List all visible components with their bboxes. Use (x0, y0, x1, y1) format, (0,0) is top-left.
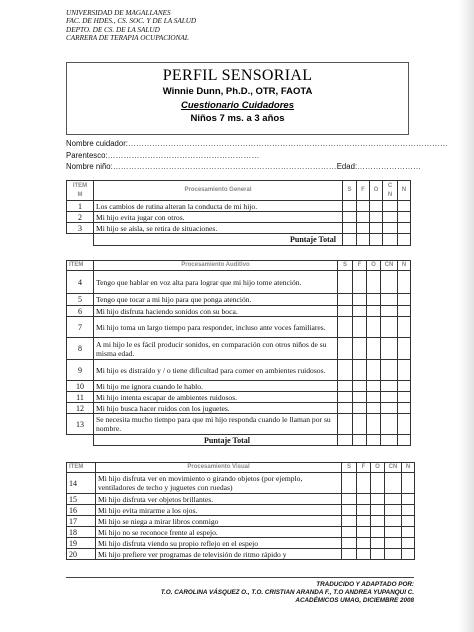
answer-cell-n[interactable] (402, 494, 415, 505)
item-text: Mi hijo disfruta viendo su propio reflejo en el espejo (96, 538, 342, 549)
answer-cell-cn[interactable] (381, 360, 398, 381)
item-text: Mi hijo disfruta ver objetos brillantes. (96, 494, 342, 505)
table-row (67, 505, 415, 516)
answer-cell-o[interactable] (371, 527, 385, 538)
auditory-processing-table (66, 260, 411, 446)
relationship-label: Parentesco: (66, 150, 108, 160)
answer-cell-n[interactable] (398, 223, 411, 234)
answer-cell-n[interactable] (398, 338, 411, 360)
answer-cell-cn[interactable] (381, 294, 398, 306)
item-number: 16 (67, 505, 96, 516)
document-title: PERFIL SENSORIAL (162, 67, 313, 84)
table-row (67, 527, 415, 538)
answer-cell-o[interactable] (367, 338, 381, 360)
item-number: 10 (67, 381, 94, 392)
answer-cell-s[interactable] (342, 549, 357, 560)
header-o: O (371, 463, 385, 473)
answer-cell-cn[interactable] (381, 317, 398, 338)
total-cell-o[interactable] (367, 435, 381, 446)
answer-cell-s[interactable] (342, 516, 357, 527)
answer-cell-f[interactable] (357, 505, 371, 516)
questionnaire-name: Cuestionario Cuidadores (181, 100, 294, 111)
total-cell-s[interactable] (338, 435, 353, 446)
answer-cell-n[interactable] (398, 306, 411, 317)
answer-cell-f[interactable] (357, 538, 371, 549)
answer-cell-f[interactable] (353, 392, 367, 403)
item-number: 9 (67, 360, 94, 381)
total-cell-n[interactable] (398, 435, 411, 446)
header-cn: C N (383, 181, 398, 201)
answer-cell-s[interactable] (343, 201, 357, 212)
answer-cell-s[interactable] (338, 403, 353, 414)
answer-cell-n[interactable] (398, 271, 411, 294)
answer-cell-o[interactable] (371, 494, 385, 505)
translation-credits (66, 577, 414, 605)
item-text: Mi hijo disfruta ver en movimiento o girando objetos (por ejemplo, ventiladores de techo y juguetes con ruedas) (96, 473, 342, 494)
header-cn: CN (381, 261, 398, 271)
answer-cell-cn[interactable] (381, 403, 398, 414)
author-line: Winnie Dunn, Ph.D., OTR, FAOTA (162, 86, 313, 97)
item-number: 18 (67, 527, 96, 538)
page-edge-shadow (459, 0, 474, 632)
item-number: 13 (67, 414, 94, 435)
item-number: 19 (67, 538, 96, 549)
answer-cell-n[interactable] (398, 392, 411, 403)
item-text: Tengo que hablar en voz alta para lograr que mi hijo tome atención. (94, 271, 338, 294)
header-category: Procesamiento Visual (96, 463, 342, 473)
answer-cell-cn[interactable] (381, 414, 398, 435)
answer-cell-f[interactable] (357, 516, 371, 527)
answer-cell-s[interactable] (338, 317, 353, 338)
item-text: Mi hijo se niega a mirar libros conmigo (96, 516, 342, 527)
answer-cell-s[interactable] (338, 338, 353, 360)
answer-cell-n[interactable] (402, 538, 415, 549)
caregiver-blank[interactable]: ………………………………………………………………………………………………………… (127, 139, 448, 148)
item-number: 1 (67, 201, 94, 212)
item-text: Mi hijo busca hacer ruidos con los juguetes. (94, 403, 338, 414)
answer-cell-n[interactable] (398, 360, 411, 381)
child-name-label: Nombre niño: (66, 162, 113, 171)
answer-cell-f[interactable] (357, 223, 370, 234)
child-name-blank[interactable]: ………………………………………………………………………… (112, 162, 337, 171)
answer-cell-f[interactable] (357, 549, 371, 560)
relationship-blank[interactable]: ………………………………………………… (107, 150, 260, 160)
header-category: Procesamiento Auditivo (94, 261, 338, 271)
caregiver-field[interactable] (66, 138, 448, 150)
item-number: 5 (67, 294, 94, 306)
answer-cell-cn[interactable] (383, 201, 398, 212)
item-text: Mi hijo es distraído y / o tiene dificultad para comer en ambientes ruidosos. (94, 360, 338, 381)
header-f: F (353, 261, 367, 271)
total-label: Puntaje Total (94, 435, 338, 446)
credits-affiliation: ACADÉMICOS UMAG, DICIEMBRE 2008 (295, 597, 414, 604)
answer-cell-s[interactable] (338, 294, 353, 306)
institution-line: CARRERA DE TERAPIA OCUPACIONAL (66, 34, 189, 43)
answer-cell-n[interactable] (402, 549, 415, 560)
header-item: ITEM (67, 261, 94, 271)
item-text: Mi hijo prefiere ver programas de televisión de ritmo rápido y (96, 549, 342, 560)
answer-cell-s[interactable] (338, 392, 353, 403)
table-header-row (67, 261, 411, 271)
answer-cell-n[interactable] (402, 527, 415, 538)
header-f: F (357, 181, 370, 201)
header-s: S (338, 261, 353, 271)
item-text: Mi hijo intenta escapar de ambientes ruidosos. (94, 392, 338, 403)
answer-cell-s[interactable] (338, 381, 353, 392)
answer-cell-cn[interactable] (385, 538, 402, 549)
answer-cell-n[interactable] (398, 294, 411, 306)
answer-cell-f[interactable] (353, 306, 367, 317)
answer-cell-n[interactable] (398, 212, 411, 223)
table-row (67, 538, 415, 549)
answer-cell-n[interactable] (402, 473, 415, 494)
table-header-row (67, 181, 411, 201)
table-row (67, 271, 411, 294)
item-number: 8 (67, 338, 94, 360)
total-cell-cn[interactable] (381, 435, 398, 446)
table-row (67, 516, 415, 527)
answer-cell-o[interactable] (371, 505, 385, 516)
answer-cell-s[interactable] (343, 212, 357, 223)
table-row (67, 494, 415, 505)
answer-cell-cn[interactable] (385, 505, 402, 516)
total-cell-o[interactable] (370, 234, 383, 246)
answer-cell-cn[interactable] (381, 392, 398, 403)
answer-cell-s[interactable] (342, 473, 357, 494)
header-item: ITEM M (67, 181, 94, 201)
answer-cell-o[interactable] (370, 201, 383, 212)
total-cell-n[interactable] (398, 234, 411, 246)
answer-cell-f[interactable] (353, 381, 367, 392)
answer-cell-n[interactable] (398, 317, 411, 338)
item-text: Mi hijo evita jugar con otros. (94, 212, 343, 223)
table-row (67, 223, 411, 234)
table-row (67, 306, 411, 317)
item-number: 2 (67, 212, 94, 223)
answer-cell-o[interactable] (371, 549, 385, 560)
header-n: N (398, 261, 411, 271)
answer-cell-o[interactable] (370, 212, 383, 223)
header-s: S (343, 181, 357, 201)
header-category: Procesamiento General (94, 181, 343, 201)
answer-cell-cn[interactable] (381, 338, 398, 360)
relationship-field[interactable] (66, 150, 448, 162)
answer-cell-o[interactable] (371, 473, 385, 494)
age-range: Niños 7 ms. a 3 años (190, 113, 285, 124)
answer-cell-f[interactable] (357, 212, 370, 223)
answer-cell-o[interactable] (371, 538, 385, 549)
answer-cell-o[interactable] (367, 294, 381, 306)
answer-cell-o[interactable] (367, 271, 381, 294)
answer-cell-f[interactable] (357, 527, 371, 538)
header-s: S (342, 463, 357, 473)
answer-cell-o[interactable] (367, 317, 381, 338)
answer-cell-s[interactable] (342, 494, 357, 505)
total-cell-f[interactable] (353, 435, 367, 446)
answer-cell-o[interactable] (371, 516, 385, 527)
table-row (67, 212, 411, 223)
answer-cell-s[interactable] (338, 360, 353, 381)
answer-cell-o[interactable] (370, 223, 383, 234)
institution-line: DEPTO. DE CS. DE LA SALUD (66, 25, 160, 34)
answer-cell-s[interactable] (338, 271, 353, 294)
header-item: ITEM (67, 463, 96, 473)
total-cell-cn[interactable] (383, 234, 398, 246)
form-fields (66, 138, 448, 173)
answer-cell-cn[interactable] (385, 549, 402, 560)
item-number: 7 (67, 317, 94, 338)
caregiver-label: Nombre cuidador: (66, 139, 128, 148)
general-processing-table (66, 180, 411, 246)
item-number: 3 (67, 223, 94, 234)
table-row (67, 317, 411, 338)
answer-cell-n[interactable] (402, 505, 415, 516)
total-row (67, 234, 411, 246)
answer-cell-cn[interactable] (385, 527, 402, 538)
answer-cell-s[interactable] (342, 505, 357, 516)
answer-cell-o[interactable] (367, 306, 381, 317)
age-blank[interactable]: …………………… (357, 162, 422, 171)
answer-cell-n[interactable] (398, 201, 411, 212)
answer-cell-s[interactable] (343, 223, 357, 234)
item-number: 20 (67, 549, 96, 560)
credits-heading: TRADUCIDO Y ADAPTADO POR: (316, 581, 414, 588)
item-number: 4 (67, 271, 94, 294)
item-text: Se necesita mucho tiempo para que mi hijo responda cuando le llaman por su nombre. (94, 414, 338, 435)
answer-cell-f[interactable] (357, 473, 371, 494)
total-row (67, 435, 411, 446)
answer-cell-cn[interactable] (381, 306, 398, 317)
answer-cell-s[interactable] (342, 527, 357, 538)
table-row (67, 201, 411, 212)
answer-cell-f[interactable] (353, 294, 367, 306)
answer-cell-cn[interactable] (385, 473, 402, 494)
item-text: Mi hijo no se reconoce frente al espejo. (96, 527, 342, 538)
answer-cell-f[interactable] (353, 338, 367, 360)
answer-cell-o[interactable] (367, 414, 381, 435)
answer-cell-cn[interactable] (385, 516, 402, 527)
item-text: Mi hijo disfruta haciendo sonidos con su boca. (94, 306, 338, 317)
answer-cell-f[interactable] (353, 403, 367, 414)
item-text: Los cambios de rutina alteran la conducta de mi hijo. (94, 201, 343, 212)
child-name-field[interactable] (66, 161, 448, 173)
item-text: Mi hijo me ignora cuando le hablo. (94, 381, 338, 392)
institution-header (66, 9, 196, 43)
answer-cell-o[interactable] (367, 381, 381, 392)
answer-cell-n[interactable] (398, 381, 411, 392)
credits-translators: T.O. CAROLINA VÁSQUEZ O., T.O. CRISTIAN ARANDA F., T.O ANDREA YUPANQUI C. (160, 589, 414, 596)
item-number: 17 (67, 516, 96, 527)
answer-cell-cn[interactable] (383, 223, 398, 234)
age-label: Edad: (336, 162, 358, 171)
answer-cell-s[interactable] (342, 538, 357, 549)
header-cn: CN (385, 463, 402, 473)
item-text: Mi hijo toma un largo tiempo para responder, incluso ante voces familiares. (94, 317, 338, 338)
answer-cell-o[interactable] (367, 403, 381, 414)
item-number: 6 (67, 306, 94, 317)
table-row (67, 360, 411, 381)
answer-cell-f[interactable] (357, 494, 371, 505)
header-n: N (398, 181, 411, 201)
answer-cell-n[interactable] (398, 414, 411, 435)
item-number: 11 (67, 392, 94, 403)
header-n: N (402, 463, 415, 473)
item-number: 15 (67, 494, 96, 505)
table-row (67, 338, 411, 360)
item-text: Mi hijo evita mirarme a los ojos. (96, 505, 342, 516)
table-row (67, 473, 415, 494)
answer-cell-o[interactable] (367, 392, 381, 403)
item-number: 14 (67, 473, 96, 494)
institution-line: FAC. DE HDES., CS. SOC. Y DE LA SALUD (66, 17, 197, 26)
table-row (67, 549, 415, 560)
answer-cell-s[interactable] (338, 306, 353, 317)
total-label: Puntaje Total (94, 234, 343, 246)
answer-cell-f[interactable] (353, 360, 367, 381)
answer-cell-f[interactable] (353, 271, 367, 294)
item-text: Tengo que tocar a mi hijo para que ponga atención. (94, 294, 338, 306)
answer-cell-f[interactable] (353, 317, 367, 338)
answer-cell-o[interactable] (367, 360, 381, 381)
visual-processing-table (66, 462, 415, 560)
table-row (67, 403, 411, 414)
title-box (66, 62, 409, 135)
total-cell-f[interactable] (357, 234, 370, 246)
answer-cell-f[interactable] (353, 414, 367, 435)
header-o: O (367, 261, 381, 271)
item-text: A mi hijo le es fácil producir sonidos, en comparación con otros niños de su misma edad. (94, 338, 338, 360)
table-row (67, 392, 411, 403)
table-row (67, 414, 411, 435)
header-f: F (357, 463, 371, 473)
answer-cell-cn[interactable] (381, 271, 398, 294)
table-header-row (67, 463, 415, 473)
table-row (67, 294, 411, 306)
answer-cell-cn[interactable] (385, 494, 402, 505)
item-number: 12 (67, 403, 94, 414)
answer-cell-s[interactable] (338, 414, 353, 435)
header-o: O (370, 181, 383, 201)
institution-line: UNIVERSIDAD DE MAGALLANES (66, 9, 171, 17)
answer-cell-n[interactable] (398, 403, 411, 414)
answer-cell-f[interactable] (357, 201, 370, 212)
table-row (67, 381, 411, 392)
answer-cell-cn[interactable] (383, 212, 398, 223)
total-cell-s[interactable] (343, 234, 357, 246)
answer-cell-n[interactable] (402, 516, 415, 527)
item-text: Mi hijo se aísla, se retira de situaciones. (94, 223, 343, 234)
answer-cell-cn[interactable] (381, 381, 398, 392)
